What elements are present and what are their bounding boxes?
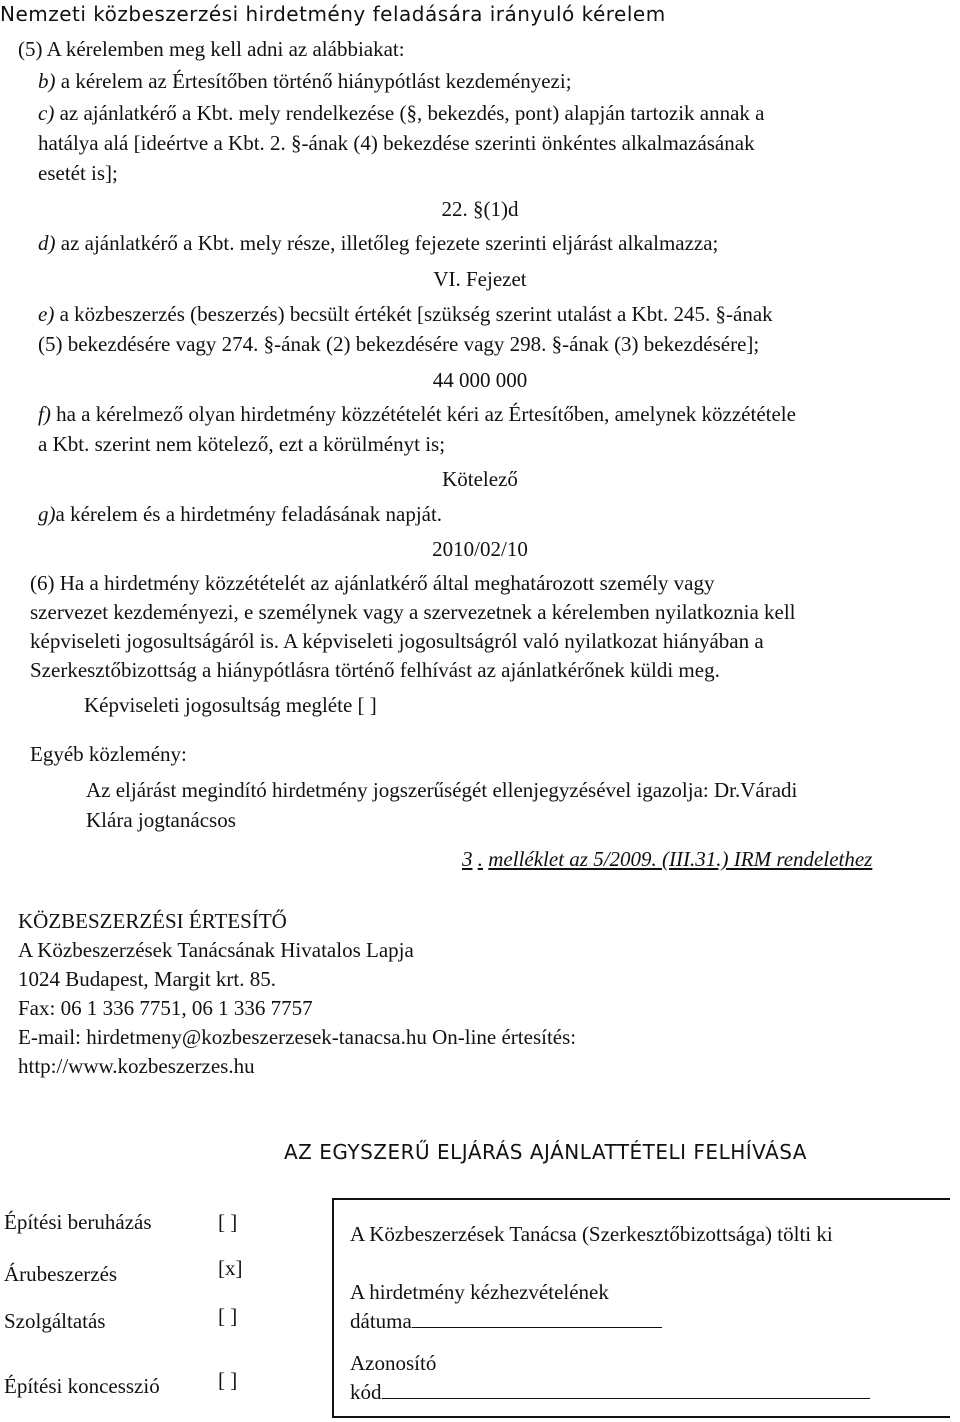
publisher-address: 1024 Budapest, Margit krt. 85.: [18, 967, 277, 991]
item-c-line3: esetét is];: [38, 161, 118, 185]
type-mark-concession: [ ]: [218, 1368, 238, 1392]
item-e-line2: (5) bekezdésére vagy 274. §-ának (2) bekezdésére vagy 298. §-ának (3) bekezdésére];: [38, 332, 760, 356]
type-label-services: Szolgáltatás: [4, 1309, 106, 1333]
id-label-line1: Azonosító: [350, 1351, 437, 1375]
item-g: [38, 501, 442, 527]
type-label-supplies: Árubeszerzés: [4, 1262, 118, 1286]
representation-checkbox-line: Képviseleti jogosultság megléte [ ]: [84, 693, 377, 717]
item-b: [38, 68, 572, 94]
annex-dot: .: [477, 847, 483, 871]
publisher-email: E-mail: hirdetmeny@kozbeszerzesek-tanacsa.hu On-line értesítés:: [18, 1025, 577, 1049]
call-title: AZ EGYSZERŰ ELJÁRÁS AJÁNLATTÉTELI FELHÍVÁSA: [284, 1140, 807, 1164]
page-title: Nemzeti közbeszerzési hirdetmény feladására irányuló kérelem: [0, 2, 666, 26]
item-f-line1: ha a kérelmező olyan hirdetmény közzétételét kéri az Értesítőben, amelynek közzététele: [56, 402, 796, 426]
item-c-value: 22. §(1)d: [441, 197, 519, 221]
para6-line1: (6) Ha a hirdetmény közzétételét az ajánlatkérő által meghatározott személy vagy: [30, 571, 715, 595]
item-g-label: g): [38, 502, 56, 526]
item-b-text: a kérelem az Értesítőben történő hiánypótlást kezdeményezi;: [60, 69, 572, 93]
publisher-web: http://www.kozbeszerzes.hu: [18, 1054, 255, 1078]
other-notice-line2: Klára jogtanácsos: [86, 808, 236, 832]
receipt-label-line2: [350, 1308, 662, 1334]
annex-num: 3: [462, 847, 473, 871]
item-g-text: a kérelem és a hirdetmény feladásának napját.: [55, 502, 443, 526]
id-code-field[interactable]: [382, 1380, 870, 1399]
other-notice-label: Egyéb közlemény:: [30, 742, 187, 766]
item-b-label: b): [38, 69, 56, 93]
item-e-label: e): [38, 302, 55, 326]
publisher-name: KÖZBESZERZÉSI ÉRTESÍTŐ: [18, 909, 287, 933]
annex-reference: [462, 846, 872, 872]
intro-text: (5) A kérelemben meg kell adni az alábbiakat:: [18, 37, 405, 61]
item-f-line2: a Kbt. szerint nem kötelező, ezt a körülményt is;: [38, 432, 446, 456]
item-d: [38, 230, 718, 256]
para6-line3: képviseleti jogosultságáról is. A képviseleti jogosultságról való nyilatkozat hiányában a: [30, 629, 764, 653]
id-code-label: kód: [350, 1380, 382, 1404]
type-label-concession: Építési koncesszió: [4, 1374, 160, 1398]
item-e-line1: a közbeszerzés (beszerzés) becsült értékét [szükség szerint utalást a Kbt. 245. §-ának: [59, 302, 773, 326]
item-d-text: az ajánlatkérő a Kbt. mely része, illetőleg fejezete szerinti eljárást alkalmazza;: [60, 231, 719, 255]
item-c-line2: hatálya alá [ideértve a Kbt. 2. §-ának (4) bekezdése szerinti önkéntes alkalmazásának: [38, 131, 755, 155]
receipt-date-field[interactable]: [412, 1309, 662, 1328]
receipt-date-label: dátuma: [350, 1309, 412, 1333]
id-label-line2: [350, 1379, 870, 1405]
item-e: [38, 301, 773, 327]
item-g-value: 2010/02/10: [432, 537, 528, 561]
type-mark-works: [ ]: [218, 1210, 238, 1234]
other-notice-line1: Az eljárást megindító hirdetmény jogszerűségét ellenjegyzésével igazolja: Dr.Váradi: [86, 778, 798, 802]
item-f-value: Kötelező: [442, 467, 518, 491]
item-e-value: 44 000 000: [432, 368, 528, 392]
receipt-label-line1: A hirdetmény kézhezvételének: [350, 1280, 609, 1304]
publisher-fax: Fax: 06 1 336 7751, 06 1 336 7757: [18, 996, 313, 1020]
office-box-heading: A Közbeszerzések Tanácsa (Szerkesztőbizottsága) tölti ki: [350, 1222, 833, 1246]
publisher-subtitle: A Közbeszerzések Tanácsának Hivatalos Lapja: [18, 938, 414, 962]
type-mark-services: [ ]: [218, 1304, 238, 1328]
item-f: [38, 401, 796, 427]
type-label-works: Építési beruházás: [4, 1210, 152, 1234]
para6-line2: szervezet kezdeményezi, e személynek vagy a szervezetnek a kérelemben nyilatkoznia kell: [30, 600, 796, 624]
para6-line4: Szerkesztőbizottság a hiánypótlásra történő felhívást az ajánlatkérőnek küldi meg.: [30, 658, 720, 682]
item-d-label: d): [38, 231, 56, 255]
item-c-label: c): [38, 101, 55, 125]
annex-text: melléklet az 5/2009. (III.31.) IRM rendelethez: [488, 847, 873, 871]
item-d-value: VI. Fejezet: [433, 267, 527, 291]
type-mark-supplies: [x]: [218, 1256, 243, 1280]
item-f-label: f): [38, 402, 51, 426]
item-c: [38, 100, 765, 126]
item-c-line1: az ajánlatkérő a Kbt. mely rendelkezése (§, bekezdés, pont) alapján tartozik annak a: [59, 101, 765, 125]
